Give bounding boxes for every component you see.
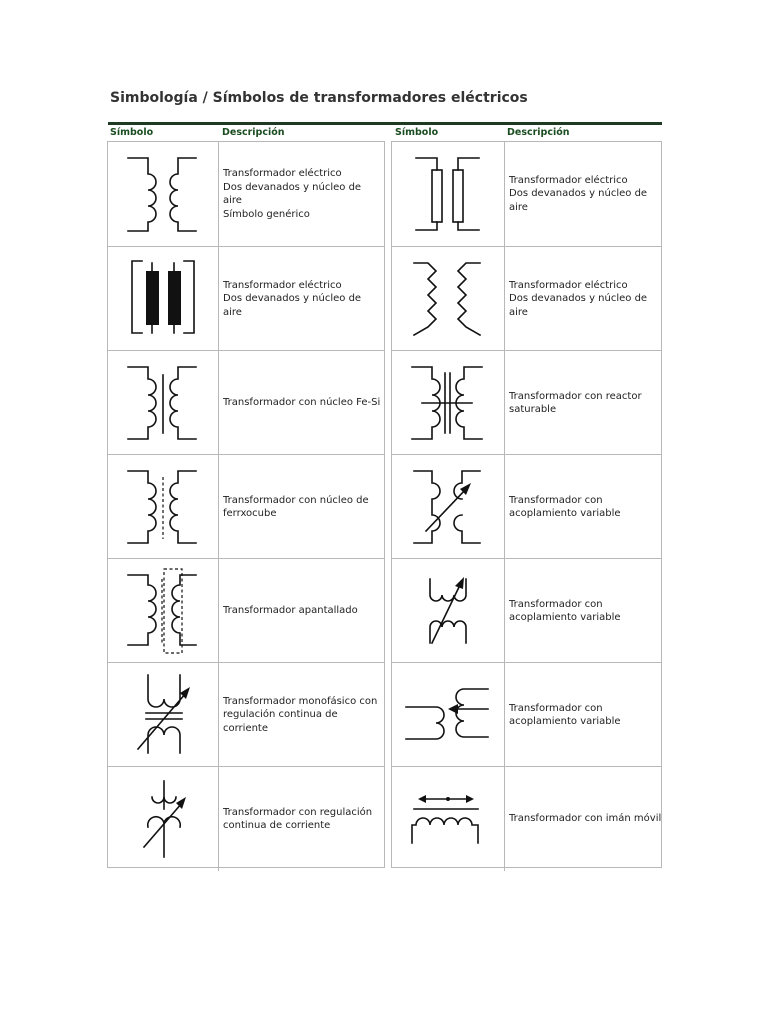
table-row bbox=[108, 454, 384, 559]
moving-magnet-transformer-icon bbox=[392, 767, 505, 871]
row-description: Transformador con imán móvil bbox=[509, 813, 662, 825]
table-row bbox=[108, 142, 384, 246]
continuous-regulation-transformer-icon bbox=[108, 767, 219, 871]
single-phase-regulated-transformer-icon bbox=[108, 663, 219, 767]
row-description: Transformador con núcleo de ferrxocube bbox=[223, 494, 369, 519]
table-row bbox=[108, 766, 384, 871]
row-description: Transformador monofásico con regulación continua de corriente bbox=[223, 695, 378, 734]
shielded-transformer-icon bbox=[108, 559, 219, 663]
zigzag-winding-transformer-icon bbox=[392, 247, 505, 351]
row-description: Transformador con acoplamiento variable bbox=[509, 494, 621, 519]
variable-coupling-side-transformer-icon bbox=[392, 663, 505, 767]
table-row bbox=[392, 558, 661, 663]
row-description: Transformador con acoplamiento variable bbox=[509, 598, 621, 623]
table-row bbox=[108, 246, 384, 351]
table-row bbox=[392, 662, 661, 767]
table-row bbox=[392, 454, 661, 559]
table-row bbox=[392, 350, 661, 455]
left-header-description: Descripción bbox=[222, 127, 285, 138]
row-description: Transformador apantallado bbox=[223, 605, 358, 617]
right-header-symbol: Símbolo bbox=[395, 127, 439, 138]
title-divider bbox=[108, 122, 662, 125]
left-symbol-table bbox=[107, 141, 385, 868]
rectangular-winding-transformer-icon bbox=[392, 142, 505, 246]
saturable-reactor-transformer-icon bbox=[392, 351, 505, 455]
fe-si-core-transformer-icon bbox=[108, 351, 219, 455]
row-description: Transformador eléctrico Dos devanados y núcleo de aire bbox=[509, 174, 648, 213]
row-description: Transformador con núcleo Fe-Si bbox=[223, 397, 381, 409]
row-description: Transformador con regulación continua de corriente bbox=[223, 806, 373, 831]
row-description: Transformador eléctrico Dos devanados y núcleo de aire Símbolo genérico bbox=[223, 168, 362, 220]
right-header-description: Descripción bbox=[507, 127, 570, 138]
table-row bbox=[108, 558, 384, 663]
ferroxcube-core-transformer-icon bbox=[108, 455, 219, 559]
right-symbol-table bbox=[391, 141, 662, 868]
table-row bbox=[392, 142, 661, 246]
row-description: Transformador con acoplamiento variable bbox=[509, 702, 621, 727]
table-row bbox=[392, 766, 661, 871]
variable-coupling-transformer-alt-icon bbox=[392, 559, 505, 663]
table-row bbox=[392, 246, 661, 351]
row-description: Transformador eléctrico Dos devanados y núcleo de aire bbox=[509, 279, 648, 318]
left-header-symbol: Símbolo bbox=[110, 127, 154, 138]
row-description: Transformador con reactor saturable bbox=[509, 390, 642, 415]
table-row bbox=[108, 662, 384, 767]
page-title: Simbología / Símbolos de transformadores eléctricos bbox=[110, 90, 528, 106]
variable-coupling-transformer-icon bbox=[392, 455, 505, 559]
row-description: Transformador eléctrico Dos devanados y núcleo de aire bbox=[223, 279, 362, 318]
air-core-transformer-icon bbox=[108, 142, 219, 246]
solid-core-transformer-icon bbox=[108, 247, 219, 351]
table-row bbox=[108, 350, 384, 455]
